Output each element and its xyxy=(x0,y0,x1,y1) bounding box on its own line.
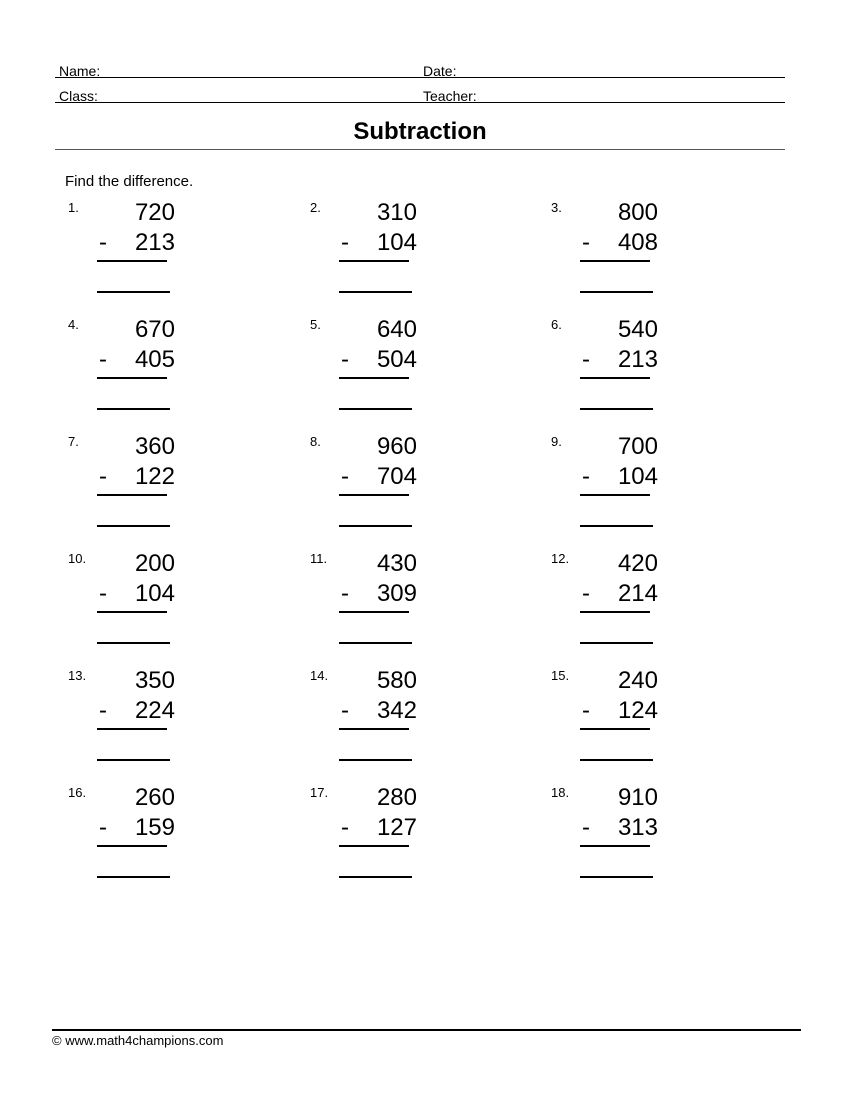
problem-number: 14. xyxy=(310,668,329,683)
problem-17 xyxy=(310,786,460,886)
problem-2 xyxy=(310,201,460,301)
sum-line xyxy=(580,611,650,613)
subtrahend: 124 xyxy=(617,697,658,724)
minus-sign: - xyxy=(341,463,349,490)
subtrahend: 104 xyxy=(376,229,417,256)
minuend: 640 xyxy=(376,316,417,343)
subtrahend: 213 xyxy=(134,229,175,256)
problem-number: 4. xyxy=(68,317,79,332)
minus-sign: - xyxy=(582,580,590,607)
minuend: 580 xyxy=(376,667,417,694)
sum-line xyxy=(339,377,409,379)
sum-line xyxy=(97,377,167,379)
problem-number: 13. xyxy=(68,668,87,683)
problem-11 xyxy=(310,552,460,652)
sum-line xyxy=(339,494,409,496)
instructions: Find the difference. xyxy=(65,173,194,190)
subtrahend: 408 xyxy=(617,229,658,256)
answer-line[interactable] xyxy=(97,408,170,410)
sum-line xyxy=(97,494,167,496)
sum-line xyxy=(580,728,650,730)
problem-number: 6. xyxy=(551,317,562,332)
minuend: 240 xyxy=(617,667,658,694)
minuend: 310 xyxy=(376,199,417,226)
sum-line xyxy=(97,260,167,262)
subtrahend: 214 xyxy=(617,580,658,607)
answer-line[interactable] xyxy=(580,642,653,644)
answer-line[interactable] xyxy=(339,642,412,644)
class-label: Class: xyxy=(59,88,98,104)
date-label: Date: xyxy=(423,63,457,79)
minus-sign: - xyxy=(582,463,590,490)
minus-sign: - xyxy=(341,229,349,256)
minus-sign: - xyxy=(99,463,107,490)
subtrahend: 704 xyxy=(376,463,417,490)
sum-line xyxy=(339,845,409,847)
problem-6 xyxy=(551,318,701,418)
answer-line[interactable] xyxy=(97,759,170,761)
minuend: 280 xyxy=(376,784,417,811)
problem-14 xyxy=(310,669,460,769)
problem-4 xyxy=(68,318,218,418)
minus-sign: - xyxy=(582,346,590,373)
problem-9 xyxy=(551,435,701,535)
problem-8 xyxy=(310,435,460,535)
sum-line xyxy=(97,728,167,730)
answer-line[interactable] xyxy=(580,525,653,527)
minus-sign: - xyxy=(341,697,349,724)
answer-line[interactable] xyxy=(97,525,170,527)
sum-line xyxy=(97,845,167,847)
answer-line[interactable] xyxy=(339,525,412,527)
problem-number: 5. xyxy=(310,317,321,332)
problem-1 xyxy=(68,201,218,301)
minuend: 910 xyxy=(617,784,658,811)
teacher-label: Teacher: xyxy=(423,88,477,104)
subtrahend: 224 xyxy=(134,697,175,724)
minuend: 200 xyxy=(134,550,175,577)
answer-line[interactable] xyxy=(580,759,653,761)
problem-number: 7. xyxy=(68,434,79,449)
problem-10 xyxy=(68,552,218,652)
problem-5 xyxy=(310,318,460,418)
answer-line[interactable] xyxy=(339,408,412,410)
answer-line[interactable] xyxy=(97,876,170,878)
subtrahend: 122 xyxy=(134,463,175,490)
sum-line xyxy=(580,377,650,379)
answer-line[interactable] xyxy=(580,876,653,878)
subtrahend: 309 xyxy=(376,580,417,607)
sum-line xyxy=(339,728,409,730)
name-label: Name: xyxy=(59,63,101,79)
problem-13 xyxy=(68,669,218,769)
sum-line xyxy=(97,611,167,613)
problem-number: 3. xyxy=(551,200,562,215)
minuend: 350 xyxy=(134,667,175,694)
minus-sign: - xyxy=(99,580,107,607)
subtrahend: 405 xyxy=(134,346,175,373)
subtrahend: 213 xyxy=(617,346,658,373)
title-divider xyxy=(55,149,785,150)
subtrahend: 104 xyxy=(134,580,175,607)
problem-number: 11. xyxy=(310,551,328,566)
footer-copyright: © www.math4champions.com xyxy=(52,1033,224,1048)
problem-number: 12. xyxy=(551,551,570,566)
minus-sign: - xyxy=(582,697,590,724)
answer-line[interactable] xyxy=(580,408,653,410)
problem-15 xyxy=(551,669,701,769)
problem-number: 9. xyxy=(551,434,562,449)
minus-sign: - xyxy=(99,229,107,256)
minuend: 360 xyxy=(134,433,175,460)
minus-sign: - xyxy=(99,346,107,373)
subtrahend: 504 xyxy=(376,346,417,373)
sum-line xyxy=(339,611,409,613)
problem-16 xyxy=(68,786,218,886)
minus-sign: - xyxy=(582,229,590,256)
sum-line xyxy=(580,494,650,496)
minuend: 540 xyxy=(617,316,658,343)
subtrahend: 104 xyxy=(617,463,658,490)
answer-line[interactable] xyxy=(339,291,412,293)
minuend: 720 xyxy=(134,199,175,226)
header-row-name-date xyxy=(55,63,785,78)
problem-number: 17. xyxy=(310,785,329,800)
minus-sign: - xyxy=(341,346,349,373)
answer-line[interactable] xyxy=(97,642,170,644)
problem-number: 2. xyxy=(310,200,321,215)
minus-sign: - xyxy=(582,814,590,841)
minus-sign: - xyxy=(99,814,107,841)
sum-line xyxy=(339,260,409,262)
subtrahend: 127 xyxy=(376,814,417,841)
header-row-class-teacher xyxy=(55,88,785,103)
minuend: 700 xyxy=(617,433,658,460)
answer-line[interactable] xyxy=(580,291,653,293)
subtrahend: 313 xyxy=(617,814,658,841)
problem-12 xyxy=(551,552,701,652)
minuend: 960 xyxy=(376,433,417,460)
problem-number: 16. xyxy=(68,785,87,800)
minuend: 670 xyxy=(134,316,175,343)
problem-number: 1. xyxy=(68,200,79,215)
minuend: 430 xyxy=(376,550,417,577)
answer-line[interactable] xyxy=(97,291,170,293)
problem-18 xyxy=(551,786,701,886)
minus-sign: - xyxy=(99,697,107,724)
minus-sign: - xyxy=(341,814,349,841)
problem-3 xyxy=(551,201,701,301)
problem-number: 18. xyxy=(551,785,570,800)
minuend: 420 xyxy=(617,550,658,577)
minus-sign: - xyxy=(341,580,349,607)
page-title: Subtraction xyxy=(353,118,487,145)
answer-line[interactable] xyxy=(339,876,412,878)
subtrahend: 159 xyxy=(134,814,175,841)
minuend: 800 xyxy=(617,199,658,226)
subtrahend: 342 xyxy=(376,697,417,724)
sum-line xyxy=(580,845,650,847)
problem-number: 10. xyxy=(68,551,87,566)
footer-divider xyxy=(52,1029,801,1031)
problem-number: 15. xyxy=(551,668,570,683)
answer-line[interactable] xyxy=(339,759,412,761)
problem-7 xyxy=(68,435,218,535)
sum-line xyxy=(580,260,650,262)
minuend: 260 xyxy=(134,784,175,811)
problem-number: 8. xyxy=(310,434,321,449)
